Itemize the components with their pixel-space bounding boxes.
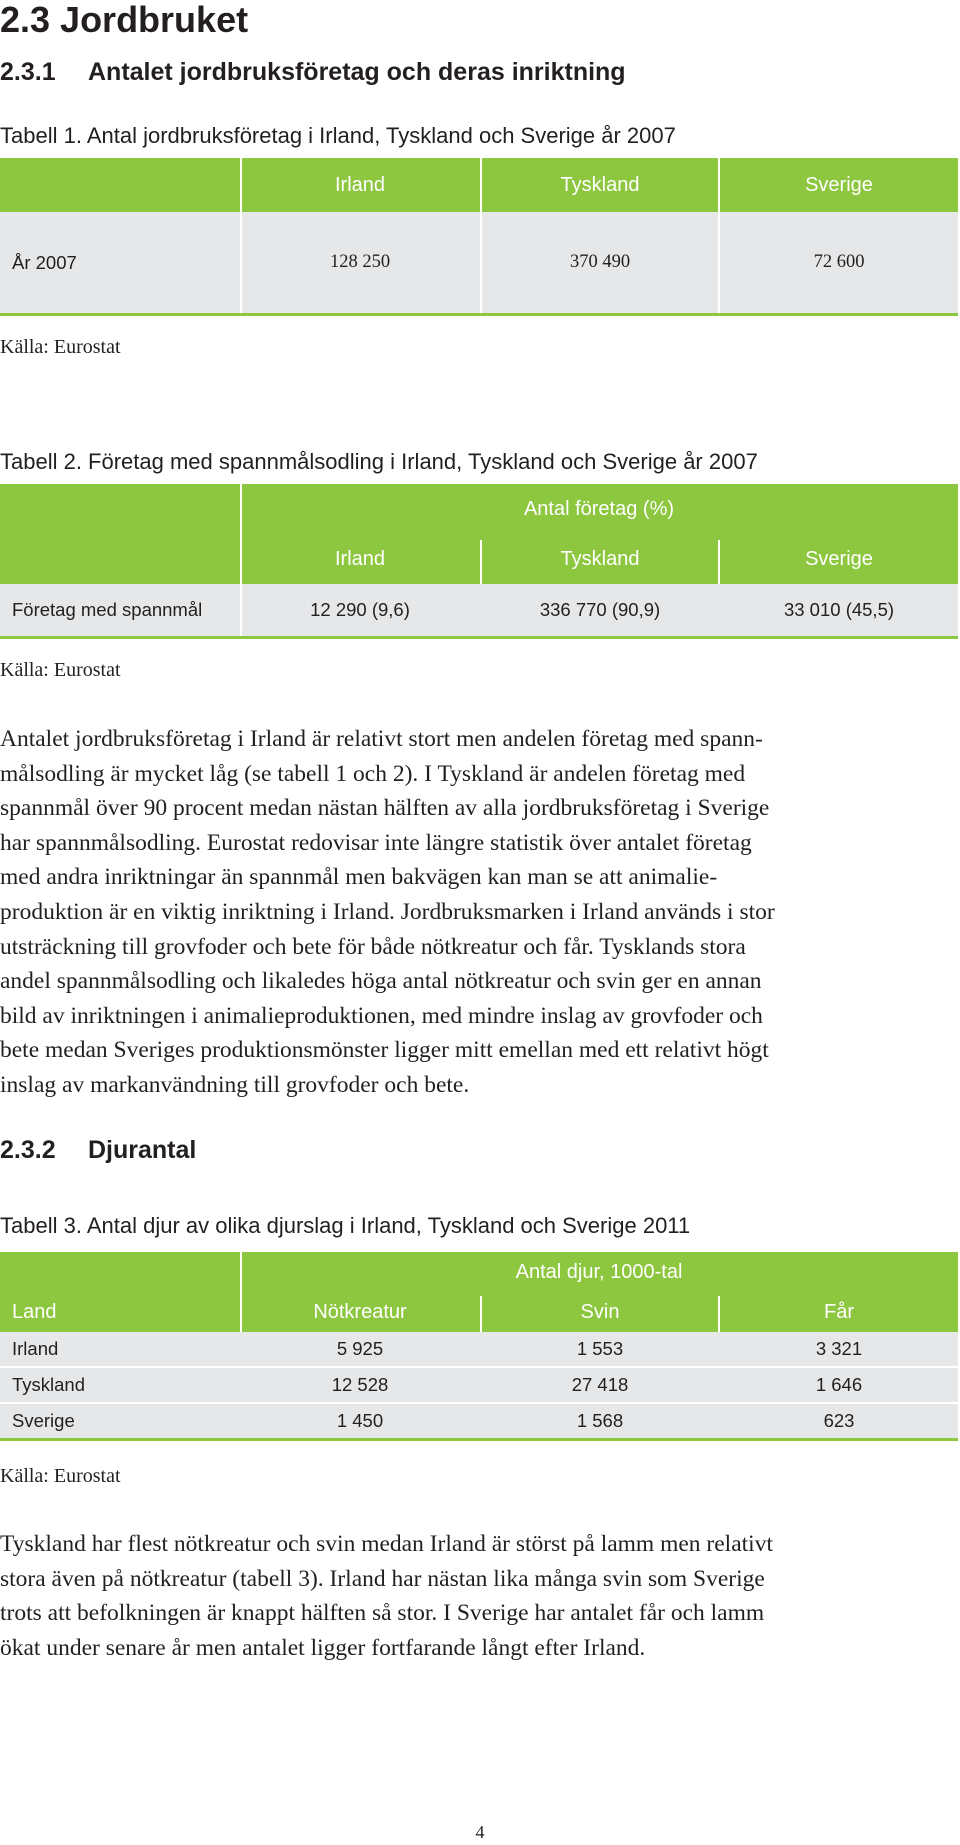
column-divider xyxy=(480,540,482,584)
subsection-number: 2.3.1 xyxy=(0,58,56,86)
table-cell: 128 250 xyxy=(329,252,391,272)
column-divider xyxy=(718,540,720,584)
paragraph-line: utsträckning till grovfoder och bete för både nötkreatur och får. Tysklands stora xyxy=(0,933,746,960)
column-divider xyxy=(240,484,242,584)
table2-col-header: Sverige xyxy=(805,547,873,570)
table-cell: 1 553 xyxy=(576,1338,624,1359)
table-bottom-rule xyxy=(0,1438,958,1441)
table3-col-header: Nötkreatur xyxy=(313,1300,407,1323)
subsection-title: Antalet jordbruksföretag och deras inriktning xyxy=(88,58,626,86)
paragraph-line: med andra inriktningar än spannmål men bakvägen kan man se att animalie- xyxy=(0,864,718,891)
paragraph-line: har spannmålsodling. Eurostat redovisar inte längre statistik över antalet företag xyxy=(0,829,752,856)
table2 xyxy=(0,484,958,639)
row-label: Tyskland xyxy=(12,1374,86,1395)
table3-col-header: Land xyxy=(12,1300,57,1323)
table3 xyxy=(0,1252,958,1441)
body-paragraph-1 xyxy=(0,722,958,1103)
table-cell: 12 290 (9,6) xyxy=(310,599,410,620)
paragraph-line: ökat under senare år men antalet ligger fortfarande långt efter Irland. xyxy=(0,1634,646,1661)
table-cell: 3 321 xyxy=(815,1338,863,1359)
table2-header-row xyxy=(0,484,958,584)
table-row xyxy=(0,584,958,636)
paragraph-line: stora även på nötkreatur (tabell 3). Irland har nästan lika många svin som Sverige xyxy=(0,1565,765,1592)
paragraph-line: målsodling är mycket låg (se tabell 1 och 2). I Tyskland är andelen företag med xyxy=(0,760,746,787)
column-divider xyxy=(480,1296,482,1332)
paragraph-line: spannmål över 90 procent medan nästan hälften av alla jordbruksföretag i Sverige xyxy=(0,795,770,822)
table-row xyxy=(0,1404,958,1438)
table3-caption: Tabell 3. Antal djur av olika djurslag i Irland, Tyskland och Sverige 2011 xyxy=(0,1213,691,1238)
column-divider xyxy=(240,584,242,636)
table-cell: 623 xyxy=(823,1410,855,1431)
column-divider xyxy=(718,212,720,313)
table-bottom-rule xyxy=(0,313,958,316)
table-cell: 1 450 xyxy=(336,1410,384,1431)
table-cell: 1 646 xyxy=(815,1374,863,1395)
column-divider xyxy=(480,212,482,313)
table2-group-header: Antal företag (%) xyxy=(523,497,675,520)
table1-header-row xyxy=(0,158,958,212)
table2-source: Källa: Eurostat xyxy=(0,659,121,681)
paragraph-line: bete medan Sveriges produktionsmönster ligger mitt emellan med ett relativt högt xyxy=(0,1037,769,1064)
paragraph-line: andel spannmålsodling och likaledes höga antal nötkreatur och svin ger en annan xyxy=(0,968,762,995)
subsection-heading-1 xyxy=(0,56,626,88)
table-bottom-rule xyxy=(0,636,958,639)
subsection-title: Djurantal xyxy=(88,1136,197,1164)
table1 xyxy=(0,158,958,316)
column-divider xyxy=(240,212,242,313)
subsection-heading-2 xyxy=(0,1134,196,1166)
paragraph-line: inslag av markanvändning till grovfoder och bete. xyxy=(0,1071,470,1098)
table1-col-header: Tyskland xyxy=(560,173,640,196)
table3-header-row xyxy=(0,1252,958,1332)
table3-col-header: Får xyxy=(824,1300,854,1323)
table-row xyxy=(0,1368,958,1402)
paragraph-line: trots att befolkningen är knappt hälften så stor. I Sverige har antalet får och lamm xyxy=(0,1600,765,1627)
table1-source: Källa: Eurostat xyxy=(0,336,121,358)
table-cell: 12 528 xyxy=(331,1374,389,1395)
paragraph-line: Antalet jordbruksföretag i Irland är relativt stort men andelen företag med spann- xyxy=(0,726,763,752)
table3-col-header: Svin xyxy=(580,1300,620,1323)
table-row xyxy=(0,212,958,313)
table2-col-header: Irland xyxy=(334,547,386,570)
table-cell: 27 418 xyxy=(571,1374,629,1395)
paragraph-line: Tyskland har flest nötkreatur och svin medan Irland är störst på lamm men relativt xyxy=(0,1531,773,1557)
column-divider xyxy=(718,158,720,212)
table2-col-header: Tyskland xyxy=(560,547,640,570)
column-divider xyxy=(240,158,242,212)
table1-caption: Tabell 1. Antal jordbruksföretag i Irland, Tyskland och Sverige år 2007 xyxy=(0,123,676,148)
table-row xyxy=(0,1332,958,1366)
row-label: Sverige xyxy=(12,1410,75,1431)
row-label: Irland xyxy=(12,1338,59,1359)
table-cell: 72 600 xyxy=(813,252,865,272)
table-cell: 5 925 xyxy=(336,1338,384,1359)
subsection-number: 2.3.2 xyxy=(0,1136,56,1164)
table-cell: 370 490 xyxy=(569,252,631,272)
table1-col-header: Sverige xyxy=(805,173,873,196)
page-number: 4 xyxy=(475,1822,485,1842)
table-cell: 33 010 (45,5) xyxy=(783,599,895,620)
row-label: Företag med spannmål xyxy=(12,599,203,620)
body-paragraph-2 xyxy=(0,1527,958,1665)
table-cell: 336 770 (90,9) xyxy=(539,599,661,620)
paragraph-line: produktion är en viktig inriktning i Irland. Jordbruksmarken i Irland används i stor xyxy=(0,898,775,925)
table1-col-header: Irland xyxy=(334,173,386,196)
table-cell: 1 568 xyxy=(576,1410,624,1431)
table3-group-header: Antal djur, 1000-tal xyxy=(515,1260,683,1283)
column-divider xyxy=(240,1252,242,1332)
paragraph-line: bild av inriktningen i animalieproduktionen, med mindre inslag av grovfoder och xyxy=(0,1002,763,1029)
column-divider xyxy=(718,1296,720,1332)
table3-source: Källa: Eurostat xyxy=(0,1465,121,1487)
section-heading: 2.3 Jordbruket xyxy=(0,0,249,40)
row-label: År 2007 xyxy=(12,251,77,273)
column-divider xyxy=(480,158,482,212)
table2-caption: Tabell 2. Företag med spannmålsodling i Irland, Tyskland och Sverige år 2007 xyxy=(0,449,758,474)
